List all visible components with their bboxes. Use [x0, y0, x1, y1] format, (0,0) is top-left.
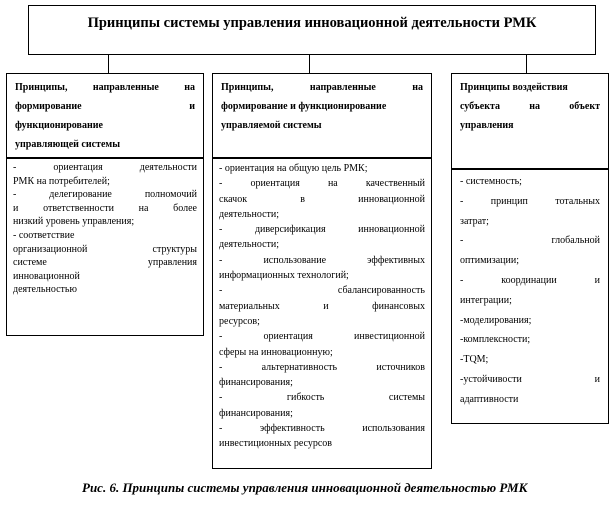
- connector-center: [309, 55, 310, 73]
- list-line: - соответствие: [13, 229, 75, 241]
- principles-managing-header: [6, 73, 204, 158]
- figure-caption: Рис. 6. Принципы системы управления инновационной деятельностью РМК: [82, 480, 528, 495]
- header-line: Принципы воздействия: [460, 82, 568, 93]
- list-line: -комплексности;: [460, 334, 531, 346]
- header-line: Принципы, направленные на: [15, 82, 195, 93]
- list-line: - принцип тотальных: [460, 195, 600, 207]
- list-line: интеграции;: [460, 294, 512, 306]
- connector-left: [108, 55, 109, 73]
- list-line: - ориентация на общую цель РМК;: [219, 163, 368, 174]
- diagram-title-box: [28, 5, 596, 55]
- list-line: - сбалансированность: [219, 285, 425, 297]
- list-line: -TQM;: [460, 354, 489, 366]
- list-line: - использование эффективных: [219, 254, 425, 266]
- list-line: деятельности;: [219, 239, 280, 251]
- list-line: финансирования;: [219, 377, 293, 389]
- list-line: - альтернативность источников: [219, 361, 425, 373]
- principles-managed-header: [212, 73, 432, 158]
- list-line: инновационной: [13, 270, 80, 282]
- list-line: - эффективность использования: [219, 423, 425, 435]
- list-line: - глобальной: [460, 235, 600, 247]
- list-line: оптимизации;: [460, 255, 519, 267]
- list-line: РМК на потребителей;: [13, 175, 110, 187]
- list-line: - ориентация деятельности: [13, 162, 197, 173]
- list-line: -устойчивости и: [460, 373, 600, 385]
- list-line: -моделирования;: [460, 314, 532, 326]
- header-line: формирование и: [15, 101, 195, 112]
- header-line: функционирование: [15, 120, 103, 131]
- list-line: - ориентация на качественный: [219, 178, 425, 190]
- header-line: Принципы, направленные на: [221, 82, 423, 93]
- list-line: - гибкость системы: [219, 392, 425, 404]
- list-line: низкий уровень управления;: [13, 216, 135, 228]
- list-line: финансирования;: [219, 407, 293, 419]
- list-line: и ответственности на более: [13, 202, 197, 214]
- list-line: скачок в инновационной: [219, 193, 425, 205]
- header-line: субъекта на объект: [460, 101, 600, 112]
- header-line: управляющей системы: [15, 139, 121, 150]
- list-line: - ориентация инвестиционной: [219, 331, 425, 343]
- header-line: управляемой системы: [221, 120, 322, 131]
- list-line: - координации и: [460, 274, 600, 286]
- list-line: затрат;: [460, 215, 489, 227]
- list-line: информационных технологий;: [219, 270, 349, 282]
- principles-influence-list: [451, 169, 609, 424]
- principles-managing-list: [6, 158, 204, 336]
- list-line: адаптивности: [460, 393, 519, 405]
- principles-influence-header: [451, 73, 609, 169]
- list-line: - системность;: [460, 176, 522, 187]
- header-line: формирование и функционирование: [221, 101, 387, 112]
- list-line: организационной структуры: [13, 243, 197, 255]
- list-line: системе управления: [13, 257, 197, 269]
- connector-right: [526, 55, 527, 73]
- header-line: управления: [460, 120, 514, 131]
- list-line: - диверсификация инновационной: [219, 224, 425, 236]
- list-line: деятельностью: [13, 284, 77, 296]
- list-line: сферы на инновационную;: [219, 346, 333, 358]
- list-line: деятельности;: [219, 208, 280, 220]
- list-line: материальных и финансовых: [219, 300, 425, 312]
- list-line: - делегирование полномочий: [13, 189, 197, 201]
- list-line: ресурсов;: [219, 315, 260, 327]
- principles-managed-list: [212, 158, 432, 469]
- list-line: инвестиционных ресурсов: [219, 438, 332, 450]
- diagram-title: Принципы системы управления инновационной деятельности РМК: [87, 14, 537, 31]
